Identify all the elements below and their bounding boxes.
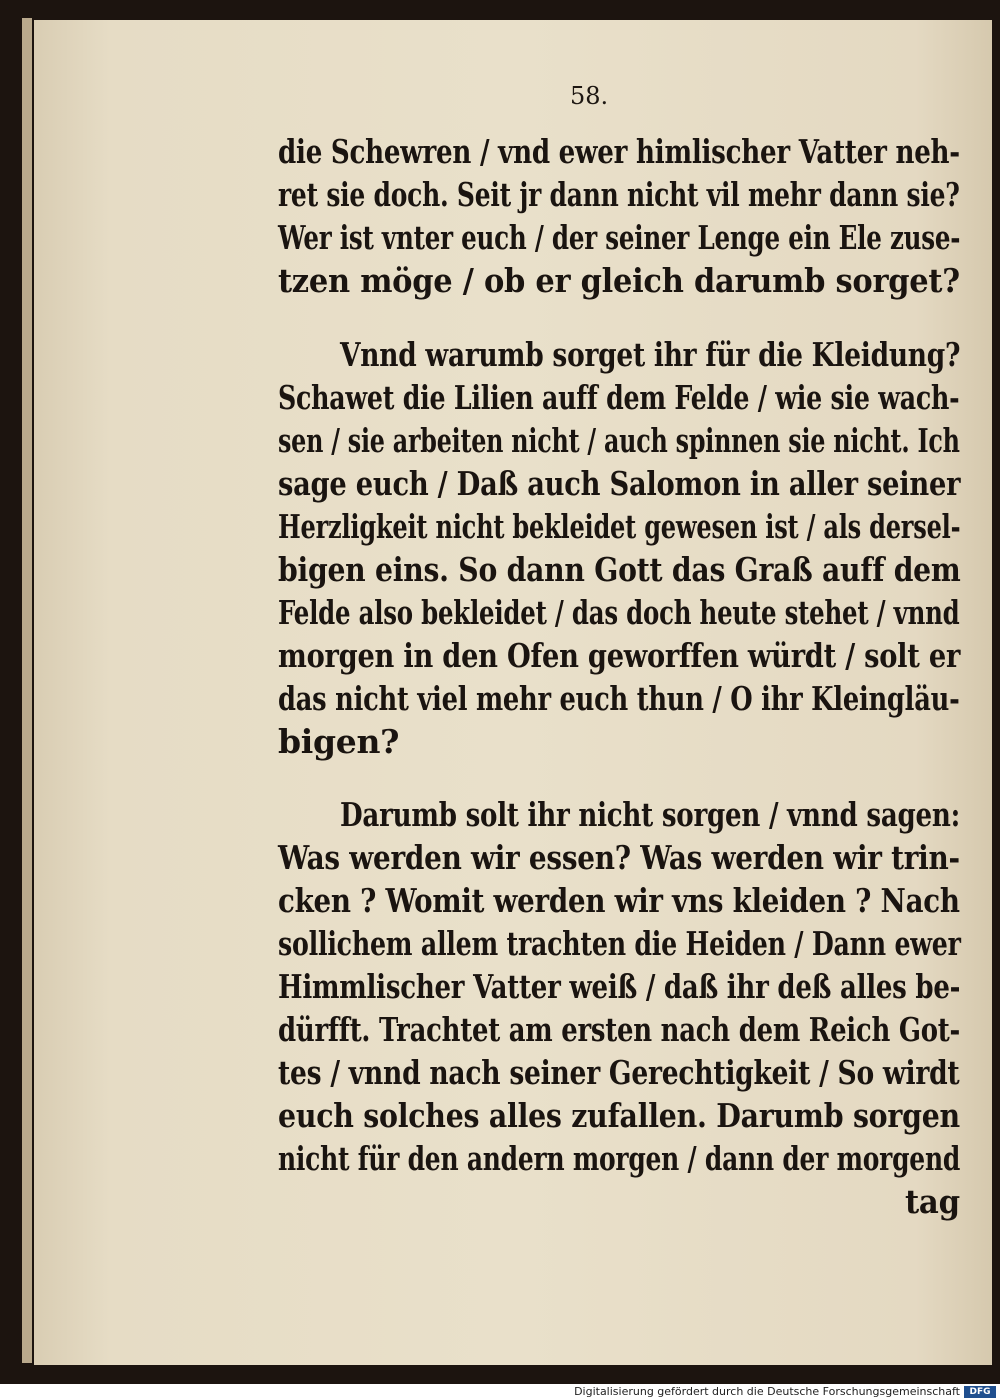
text-line-20: dürfft. Trachtet am ersten nach dem Reich Got-: [278, 1010, 961, 1049]
text-line-22: euch solches alles zufallen. Darumb sorgen: [278, 1096, 960, 1135]
text-line-7: sen / sie arbeiten nicht / auch spinnen sie nicht. Ich: [278, 421, 960, 460]
text-line-1: die Schewren / vnd ewer himlischer Vatter neh-: [278, 132, 960, 171]
text-line-16: Was werden wir essen? Was werden wir trin-: [278, 838, 960, 877]
text-line-12: morgen in den Ofen geworffen würdt / solt er: [278, 636, 961, 675]
text-line-17: cken ? Womit werden wir vns kleiden ? Nach: [278, 881, 960, 920]
text-line-21: tes / vnnd nach seiner Gerechtigkeit / So wirdt: [278, 1053, 960, 1092]
page-edge: [22, 18, 32, 1363]
text-line-6: Schawet die Lilien auff dem Felde / wie sie wach-: [278, 378, 960, 417]
text-line-9: Herzligkeit nicht bekleidet gewesen ist / als dersel-: [278, 507, 961, 546]
footer-credit: Digitalisierung gefördert durch die Deutsche Forschungsgemeinschaft: [574, 1385, 960, 1398]
page-number: 58.: [570, 82, 609, 110]
text-line-3: Wer ist vnter euch / der seiner Lenge ein Ele zuse-: [278, 218, 961, 257]
text-line-15: Darumb solt ihr nicht sorgen / vnnd sagen:: [340, 795, 961, 834]
text-line-4: tzen möge / ob er gleich darumb sorget?: [278, 261, 960, 300]
text-line-18: sollichem allem trachten die Heiden / Dann ewer: [278, 924, 961, 963]
text-line-19: Himmlischer Vatter weiß / daß ihr deß alles be-: [278, 967, 961, 1006]
dfg-logo-icon: DFG: [964, 1386, 996, 1398]
text-line-23: nicht für den andern morgen / dann der morgend: [278, 1139, 961, 1178]
text-line-11: Felde also bekleidet / das doch heute stehet / vnnd: [278, 593, 960, 632]
text-line-13: das nicht viel mehr euch thun / O ihr Kleingläu-: [278, 679, 960, 718]
text-line-2: ret sie doch. Seit jr dann nicht vil mehr dann sie?: [278, 175, 960, 214]
text-line-24: tag: [905, 1182, 960, 1221]
text-line-5: Vnnd warumb sorget ihr für die Kleidung?: [340, 335, 961, 374]
footer: [0, 1384, 1000, 1400]
text-line-8: sage euch / Daß auch Salomon in aller seiner: [278, 464, 961, 503]
text-line-10: bigen eins. So dann Gott das Graß auff dem: [278, 550, 961, 589]
text-line-14: bigen?: [278, 722, 400, 761]
